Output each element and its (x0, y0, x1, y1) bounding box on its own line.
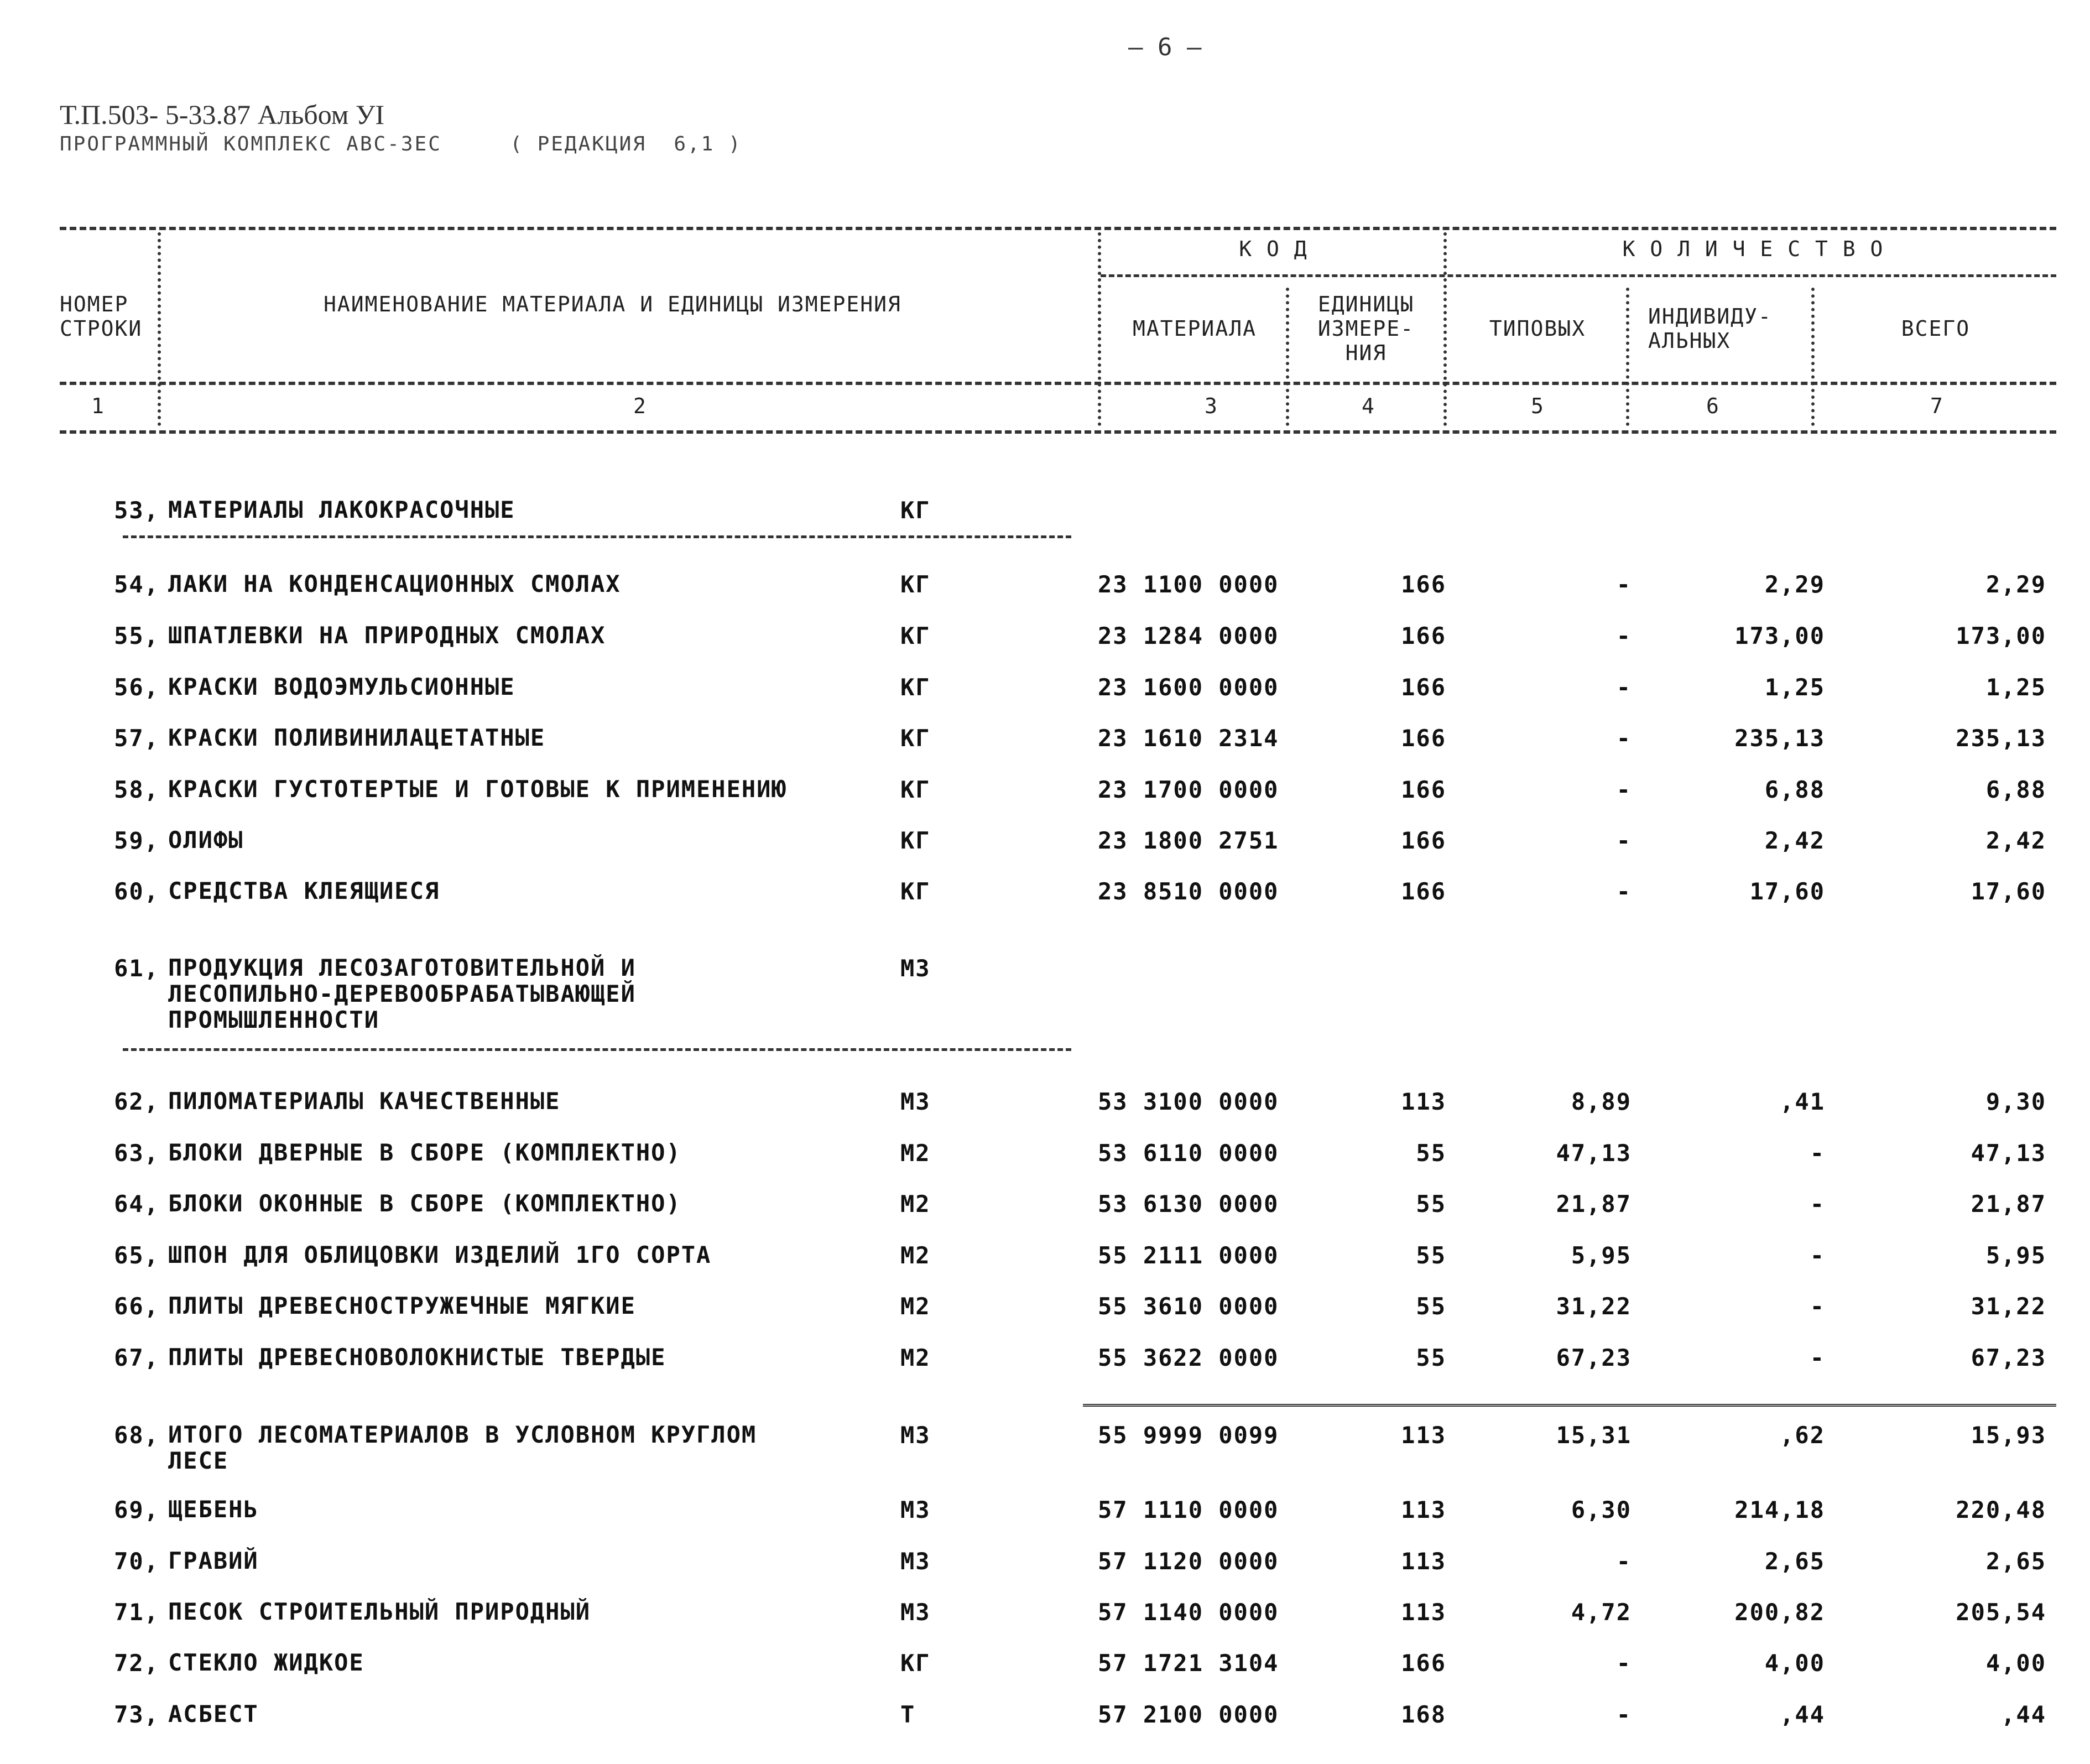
cell-name: ПЕСОК СТРОИТЕЛЬНЫЙ ПРИРОДНЫЙ (168, 1598, 591, 1625)
table-row (0, 954, 2090, 1033)
cell-num: 72, (114, 1649, 159, 1677)
header-name: НАИМЕНОВАНИЕ МАТЕРИАЛА И ЕДИНИЦЫ ИЗМЕРЕНИЯ (324, 292, 901, 316)
header-quantity-total: ВСЕГО (1901, 316, 1971, 341)
cell-tot: 220,48 (1956, 1496, 2046, 1523)
cell-name: БЛОКИ ОКОННЫЕ В СБОРЕ (КОМПЛЕКТНО) (168, 1190, 681, 1217)
cell-typ: 21,87 (1556, 1190, 1632, 1217)
cell-ind: - (1810, 1190, 1825, 1217)
cell-ind: - (1810, 1293, 1825, 1320)
cell-tot: 2,65 (1985, 1548, 2046, 1575)
cell-ind: - (1810, 1242, 1825, 1269)
table-row (0, 674, 2090, 707)
cell-unit: КГ (900, 878, 931, 905)
separator (1443, 232, 1447, 426)
cell-name: КРАСКИ ВОДОЭМУЛЬСИОННЫЕ (168, 673, 515, 700)
cell-ucode: 166 (1401, 571, 1446, 598)
column-number: 4 (1362, 394, 1375, 418)
cell-name: ИТОГО ЛЕСОМАТЕРИАЛОВ В УСЛОВНОМ КРУГЛОМ ЛЕСЕ (168, 1421, 757, 1474)
cell-num: 71, (114, 1599, 159, 1626)
cell-tot: 1,25 (1985, 674, 2046, 701)
header-quantity-group: К О Л И Ч Е С Т В О (1622, 237, 1884, 261)
cell-ucode: 55 (1416, 1344, 1446, 1371)
cell-ind: 235,13 (1734, 725, 1825, 752)
cell-name: МАТЕРИАЛЫ ЛАКОКРАСОЧНЫЕ (168, 496, 515, 523)
cell-code: 23 1284 0000 (1098, 622, 1279, 649)
table-row (0, 497, 2090, 530)
table-row (0, 1701, 2090, 1734)
page-number: — 6 — (1128, 33, 1202, 61)
cell-name: ШПАТЛЕВКИ НА ПРИРОДНЫХ СМОЛАХ (168, 622, 606, 649)
cell-num: 57, (114, 725, 159, 752)
cell-ind: - (1810, 1344, 1825, 1371)
header-top-rule (60, 227, 2056, 230)
cell-name: ОЛИФЫ (168, 826, 244, 854)
cell-ucode: 55 (1416, 1190, 1446, 1217)
cell-typ: - (1616, 725, 1632, 752)
table-row (0, 776, 2090, 809)
cell-num: 64, (114, 1190, 159, 1217)
cell-num: 58, (114, 776, 159, 803)
cell-ucode: 168 (1401, 1701, 1446, 1728)
cell-unit: КГ (900, 827, 931, 854)
cell-ucode: 113 (1401, 1548, 1446, 1575)
cell-unit: Т (900, 1701, 916, 1728)
table-row (0, 571, 2090, 604)
cell-code: 57 1120 0000 (1098, 1548, 1279, 1575)
cell-tot: 21,87 (1971, 1190, 2046, 1217)
table-row (0, 1088, 2090, 1121)
cell-code: 23 1610 2314 (1098, 725, 1279, 752)
cell-ind: ,44 (1780, 1701, 1825, 1728)
cell-ind: 214,18 (1734, 1496, 1825, 1523)
cell-typ: 6,30 (1571, 1496, 1632, 1523)
cell-name: БЛОКИ ДВЕРНЫЕ В СБОРЕ (КОМПЛЕКТНО) (168, 1139, 681, 1166)
cell-tot: 4,00 (1985, 1649, 2046, 1677)
header-middle-rule (60, 382, 2056, 385)
separator (1626, 288, 1629, 426)
cell-ind: 6,88 (1764, 776, 1825, 803)
cell-ucode: 166 (1401, 622, 1446, 649)
cell-num: 55, (114, 622, 159, 649)
cell-num: 62, (114, 1088, 159, 1115)
header-code-unit: ЕДИНИЦЫ ИЗМЕРЕ- НИЯ (1317, 292, 1415, 365)
cell-code: 57 1721 3104 (1098, 1649, 1279, 1677)
table-row (0, 1496, 2090, 1529)
cell-ucode: 55 (1416, 1293, 1446, 1320)
separator (158, 232, 161, 426)
cell-tot: 173,00 (1956, 622, 2046, 649)
cell-name: ПЛИТЫ ДРЕВЕСНОСТРУЖЕЧНЫЕ МЯГКИЕ (168, 1292, 636, 1319)
cell-name: КРАСКИ ПОЛИВИНИЛАЦЕТАТНЫЕ (168, 724, 546, 751)
table-row (0, 1139, 2090, 1173)
cell-ind: 2,65 (1764, 1548, 1825, 1575)
cell-ind: 2,42 (1764, 827, 1825, 854)
cell-code: 23 1100 0000 (1098, 571, 1279, 598)
cell-tot: 31,22 (1971, 1293, 2046, 1320)
cell-ucode: 166 (1401, 878, 1446, 905)
cell-unit: М3 (900, 1548, 931, 1575)
cell-unit: КГ (900, 776, 931, 803)
cell-code: 55 3610 0000 (1098, 1293, 1279, 1320)
cell-tot: ,44 (2001, 1701, 2046, 1728)
cell-ucode: 113 (1401, 1496, 1446, 1523)
cell-name: ГРАВИЙ (168, 1547, 259, 1574)
cell-ucode: 166 (1401, 776, 1446, 803)
cell-typ: 31,22 (1556, 1293, 1632, 1320)
cell-typ: 15,31 (1556, 1422, 1632, 1449)
cell-num: 66, (114, 1293, 159, 1320)
table-row (0, 1599, 2090, 1632)
cell-ucode: 55 (1416, 1242, 1446, 1269)
cell-num: 53, (114, 497, 159, 524)
cell-tot: 5,95 (1985, 1242, 2046, 1269)
cell-num: 56, (114, 674, 159, 701)
cell-unit: М3 (900, 1422, 931, 1449)
cell-typ: 4,72 (1571, 1599, 1632, 1626)
cell-ucode: 113 (1401, 1088, 1446, 1115)
cell-ucode: 166 (1401, 674, 1446, 701)
cell-unit: М3 (900, 955, 931, 982)
table-row (0, 1548, 2090, 1581)
cell-ind: 173,00 (1734, 622, 1825, 649)
cell-name: ПИЛОМАТЕРИАЛЫ КАЧЕСТВЕННЫЕ (168, 1087, 561, 1115)
cell-num: 69, (114, 1496, 159, 1523)
table-row (0, 725, 2090, 758)
cell-typ: - (1616, 1548, 1632, 1575)
table-row (0, 1190, 2090, 1224)
cell-ind: 2,29 (1764, 571, 1825, 598)
cell-unit: М2 (900, 1242, 931, 1269)
cell-unit: КГ (900, 497, 931, 524)
cell-tot: 6,88 (1985, 776, 2046, 803)
cell-name: КРАСКИ ГУСТОТЕРТЫЕ И ГОТОВЫЕ К ПРИМЕНЕНИЮ (168, 776, 787, 803)
cell-ind: 200,82 (1734, 1599, 1825, 1626)
cell-tot: 67,23 (1971, 1344, 2046, 1371)
document-code: Т.П.503- 5-33.87 Альбом УI (60, 99, 384, 130)
column-number: 1 (91, 394, 105, 418)
cell-code: 53 6110 0000 (1098, 1139, 1279, 1167)
cell-name: ПЛИТЫ ДРЕВЕСНОВОЛОКНИСТЫЕ ТВЕРДЫЕ (168, 1344, 666, 1371)
table-row (0, 1421, 2090, 1474)
cell-typ: - (1616, 1649, 1632, 1677)
cell-name: ПРОДУКЦИЯ ЛЕСОЗАГОТОВИТЕЛЬНОЙ И ЛЕСОПИЛЬНО-ДЕРЕВООБРАБАТЫВАЮЩЕЙ ПРОМЫШЛЕННОСТИ (168, 954, 636, 1033)
cell-code: 53 3100 0000 (1098, 1088, 1279, 1115)
cell-ind: 17,60 (1749, 878, 1825, 905)
cell-name: ШПОН ДЛЯ ОБЛИЦОВКИ ИЗДЕЛИЙ 1ГО СОРТА (168, 1241, 712, 1268)
cell-tot: 17,60 (1971, 878, 2046, 905)
group-divider (123, 535, 1071, 538)
table-row (0, 1242, 2090, 1275)
cell-code: 57 1140 0000 (1098, 1599, 1279, 1626)
cell-ucode: 55 (1416, 1139, 1446, 1167)
cell-unit: КГ (900, 725, 931, 752)
header-code-material: МАТЕРИАЛА (1133, 316, 1257, 341)
cell-typ: 8,89 (1571, 1088, 1632, 1115)
table-row (0, 827, 2090, 860)
cell-ucode: 113 (1401, 1422, 1446, 1449)
column-number: 3 (1205, 394, 1218, 418)
cell-typ: 5,95 (1571, 1242, 1632, 1269)
cell-tot: 2,29 (1985, 571, 2046, 598)
table-row (0, 878, 2090, 911)
cell-name: АСБЕСТ (168, 1700, 259, 1727)
cell-unit: М3 (900, 1088, 931, 1115)
cell-code: 23 8510 0000 (1098, 878, 1279, 905)
cell-unit: КГ (900, 571, 931, 598)
cell-num: 63, (114, 1139, 159, 1167)
cell-num: 65, (114, 1242, 159, 1269)
cell-num: 68, (114, 1422, 159, 1449)
group-divider (123, 1048, 1071, 1051)
cell-num: 70, (114, 1548, 159, 1575)
cell-num: 73, (114, 1701, 159, 1728)
column-number: 6 (1706, 394, 1720, 418)
cell-code: 57 1110 0000 (1098, 1496, 1279, 1523)
cell-tot: 235,13 (1956, 725, 2046, 752)
cell-code: 23 1700 0000 (1098, 776, 1279, 803)
cell-ind: 4,00 (1764, 1649, 1825, 1677)
cell-typ: 47,13 (1556, 1139, 1632, 1167)
cell-num: 60, (114, 878, 159, 905)
cell-tot: 205,54 (1956, 1599, 2046, 1626)
cell-unit: КГ (900, 622, 931, 649)
cell-typ: 67,23 (1556, 1344, 1632, 1371)
table-row (0, 622, 2090, 655)
separator (1811, 288, 1815, 426)
cell-num: 61, (114, 955, 159, 982)
cell-code: 55 3622 0000 (1098, 1344, 1279, 1371)
header-quantity-typical: ТИПОВЫХ (1489, 316, 1586, 341)
cell-ind: - (1810, 1139, 1825, 1167)
column-number: 7 (1930, 394, 1944, 418)
cell-num: 67, (114, 1344, 159, 1371)
cell-num: 54, (114, 571, 159, 598)
cell-unit: М2 (900, 1139, 931, 1167)
cell-name: ЛАКИ НА КОНДЕНСАЦИОННЫХ СМОЛАХ (168, 570, 621, 597)
cell-unit: М3 (900, 1496, 931, 1523)
cell-ind: ,62 (1780, 1422, 1825, 1449)
cell-unit: КГ (900, 674, 931, 701)
cell-code: 55 9999 0099 (1098, 1422, 1279, 1449)
cell-typ: - (1616, 878, 1632, 905)
cell-tot: 47,13 (1971, 1139, 2046, 1167)
cell-tot: 15,93 (1971, 1422, 2046, 1449)
cell-ind: ,41 (1780, 1088, 1825, 1115)
cell-ucode: 113 (1401, 1599, 1446, 1626)
cell-typ: - (1616, 827, 1632, 854)
separator (1098, 232, 1101, 426)
cell-tot: 2,42 (1985, 827, 2046, 854)
cell-name: СТЕКЛО ЖИДКОЕ (168, 1649, 364, 1676)
cell-typ: - (1616, 1701, 1632, 1728)
cell-ind: 1,25 (1764, 674, 1825, 701)
header-bottom-rule (60, 430, 2056, 434)
cell-ucode: 166 (1401, 827, 1446, 854)
cell-num: 59, (114, 827, 159, 854)
cell-unit: М3 (900, 1599, 931, 1626)
cell-ucode: 166 (1401, 725, 1446, 752)
header-code-group: К О Д (1239, 237, 1308, 261)
table-row (0, 1344, 2090, 1377)
cell-name: СРЕДСТВА КЛЕЯЩИЕСЯ (168, 877, 440, 904)
cell-code: 23 1800 2751 (1098, 827, 1279, 854)
cell-typ: - (1616, 776, 1632, 803)
cell-typ: - (1616, 622, 1632, 649)
column-number: 2 (633, 394, 647, 418)
header-group-rule (1101, 274, 2056, 277)
cell-code: 57 2100 0000 (1098, 1701, 1279, 1728)
cell-typ: - (1616, 571, 1632, 598)
cell-name: ЩЕБЕНЬ (168, 1496, 259, 1523)
cell-code: 53 6130 0000 (1098, 1190, 1279, 1217)
cell-ucode: 166 (1401, 1649, 1446, 1677)
cell-code: 23 1600 0000 (1098, 674, 1279, 701)
cell-unit: КГ (900, 1649, 931, 1677)
cell-unit: М2 (900, 1344, 931, 1371)
cell-tot: 9,30 (1985, 1088, 2046, 1115)
total-divider (1083, 1404, 2056, 1407)
header-row-number: НОМЕР СТРОКИ (60, 292, 143, 341)
cell-typ: - (1616, 674, 1632, 701)
cell-code: 55 2111 0000 (1098, 1242, 1279, 1269)
cell-unit: М2 (900, 1293, 931, 1320)
document-subtitle: ПРОГРАММНЫЙ КОМПЛЕКС АВС-ЗЕС ( РЕДАКЦИЯ 6,1 ) (60, 133, 742, 155)
table-row (0, 1293, 2090, 1326)
header-quantity-individual: ИНДИВИДУ- АЛЬНЫХ (1648, 304, 1772, 353)
column-number: 5 (1531, 394, 1545, 418)
cell-unit: М2 (900, 1190, 931, 1217)
table-row (0, 1649, 2090, 1683)
